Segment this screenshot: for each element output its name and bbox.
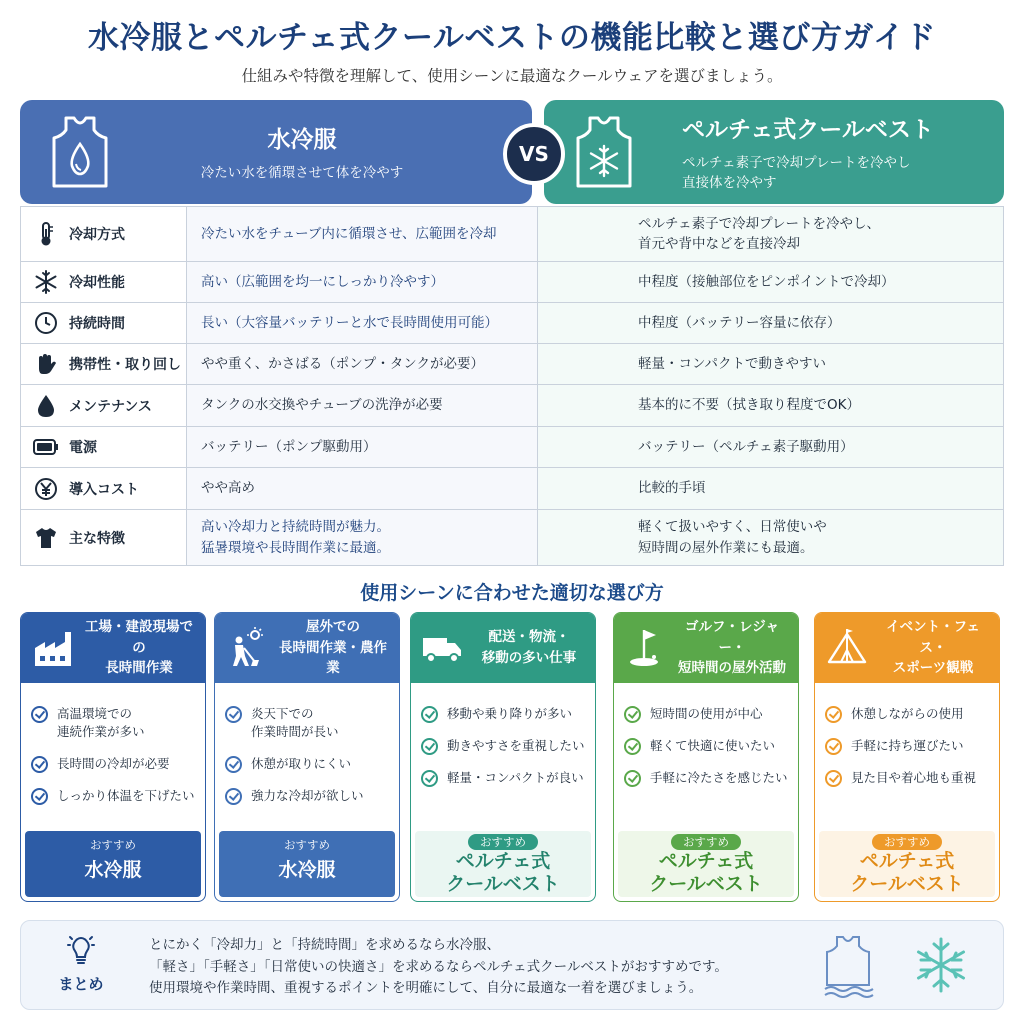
row-label: 携帯性・取り回し [69,357,181,373]
scene-card-factory [20,612,206,902]
check-icon [825,738,842,755]
recommend-value: ペルチェ式 [859,850,955,872]
list-item: 移動や乗り降りが多い [421,705,595,723]
check-icon [825,770,842,787]
vs-badge: VS [503,123,565,185]
list-item: しっかり体温を下げたい [31,787,205,805]
row-label: 導入コスト [69,481,139,498]
peltier-value: ペルチェ素子で冷却プレートを冷やし、 [638,215,881,232]
check-icon [31,788,48,805]
water-cooled-value: バッテリー（ポンプ駆動用） [201,438,377,455]
table-row [21,427,1003,468]
list-item: 炎天下での 作業時間が長い [225,705,399,741]
row-label: 冷却性能 [69,275,125,291]
recommend-label: おすすめ [468,834,538,850]
check-icon [225,788,242,805]
recommend-label: おすすめ [671,834,741,850]
water-cooled-title: 水冷服 [267,126,337,153]
recommend-label: おすすめ [872,834,942,850]
card-title-line2: 短時間の屋外活動 [678,660,786,677]
tent-icon [825,626,869,670]
peltier-value: バッテリー（ペルチェ素子駆動用） [638,438,854,455]
truck-icon [421,626,465,670]
peltier-title: ペルチェ式クールベスト [682,116,934,143]
card-title-line2: スポーツ観戦 [892,660,974,677]
peltier-header [544,100,1004,204]
scene-card-event [814,612,1000,902]
water-cooled-value: タンクの水交換やチューブの洗浄が必要 [201,397,443,414]
check-icon [31,756,48,773]
vest-water-drop-icon [48,114,112,190]
check-icon [225,706,242,723]
table-row [21,510,1003,565]
check-icon [421,770,438,787]
yen-icon [33,476,59,502]
factory-icon [31,626,75,670]
recommend-label: おすすめ [89,838,137,852]
list-item: 強力な冷却が欲しい [225,787,399,805]
card-title-line1: 工場・建設現場での [85,618,193,656]
peltier-value: 軽量・コンパクトで動きやすい [638,355,827,372]
recommend-label: おすすめ [283,838,331,852]
water-cooled-value: やや高め [201,480,255,497]
summary-line2: 「軽さ」「手軽さ」「日常使いの快適さ」を求めるならペルチェ式クールベストがおすすめです。 [149,958,728,975]
check-icon [421,738,438,755]
summary-line3: 使用環境や作業時間、重視するポイントを明確にして、自分に最適な一着を選びましょう。 [149,980,703,997]
water-cooled-desc: 冷たい水を循環させて体を冷やす [200,164,404,181]
list-item: 休憩が取りにくい [225,755,399,773]
recommendation-box [618,831,794,897]
water-cooled-value: 長い（大容量バッテリーと水で長時間使用可能） [201,314,498,331]
water-cooled-value: 高い（広範囲を均一にしっかり冷やす） [201,273,444,290]
list-item: 手軽に冷たさを感じたい [624,769,798,787]
recommend-value: 水冷服 [278,859,336,881]
scene-card-delivery [410,612,596,902]
check-icon [624,706,641,723]
recommend-value: ペルチェ式 [455,850,551,872]
recommendation-box [219,831,395,897]
check-icon [624,770,641,787]
recommend-value-line2: クールベスト [850,872,964,895]
vest-waves-snowflake-icon [823,933,983,999]
scene-card-golf [613,612,799,902]
check-icon [225,756,242,773]
snowflake-icon [33,269,59,295]
clock-icon [33,310,59,336]
peltier-value-line2: 首元や背中などを直接冷却 [638,236,800,252]
row-label: 持続時間 [69,316,125,332]
summary-label: まとめ [58,975,104,993]
water-drop-icon [33,393,59,419]
comparison-table [20,206,1004,566]
list-item: 動きやすさを重視したい [421,737,595,755]
list-item: 見た目や着心地も重視 [825,769,999,787]
shirt-icon [33,525,59,551]
row-label: 電源 [69,440,97,456]
summary-box [20,920,1004,1010]
recommend-value: 水冷服 [84,859,142,881]
water-cooled-value-line2: 猛暑環境や長時間作業に最適。 [201,539,390,556]
card-title-line2: 長時間作業・農作業 [279,639,387,677]
peltier-value: 中程度（接触部位をピンポイントで冷却） [638,273,895,290]
summary-line1: とにかく「冷却力」と「持続時間」を求めるなら水冷服、 [149,937,500,953]
table-row [21,303,1003,344]
scene-card-outdoor [214,612,400,902]
card-title-line2: 長時間作業 [105,660,173,677]
peltier-value: 基本的に不要（拭き取り程度でOK） [638,397,860,414]
check-icon [421,706,438,723]
scene-section-title: 使用シーンに合わせた適切な選び方 [360,582,664,604]
list-item: 軽くて快適に使いたい [624,737,798,755]
list-item: 軽量・コンパクトが良い [421,769,595,787]
check-icon [624,738,641,755]
outdoor-worker-icon [225,626,269,670]
card-title-line2: 移動の多い仕事 [481,650,577,666]
peltier-desc-line1: ペルチェ素子で冷却プレートを冷やし [682,154,911,171]
vest-snowflake-icon [572,114,636,190]
table-row [21,344,1003,385]
water-cooled-value: 高い冷却力と持続時間が魅力。 [201,519,390,536]
list-item: 休憩しながらの使用 [825,705,999,723]
table-row [21,468,1003,510]
recommendation-box [25,831,201,897]
list-item: 高温環境での 連続作業が多い [31,705,205,741]
thermometer-icon [33,221,59,247]
check-icon [825,706,842,723]
list-item: 長時間の冷却が必要 [31,755,205,773]
lightbulb-icon [66,935,96,967]
page-subtitle: 仕組みや特徴を理解して、使用シーンに最適なクールウェアを選びましょう。 [241,67,783,85]
hand-icon [33,351,59,377]
table-row [21,262,1003,303]
card-title-line1: ゴルフ・レジャー・ [685,618,779,656]
peltier-desc-line2: 直接体を冷やす [682,174,777,191]
row-label: 冷却方式 [69,227,125,243]
check-icon [31,706,48,723]
row-label: メンテナンス [69,398,152,415]
list-item: 手軽に持ち運びたい [825,737,999,755]
recommend-value-line2: クールベスト [649,872,763,895]
recommendation-box [415,831,591,897]
card-title-line1: イベント・フェス・ [886,618,980,656]
page-title: 水冷服とペルチェ式クールベストの機能比較と選び方ガイド [87,20,937,56]
row-label: 主な特徴 [69,530,125,547]
list-item: 短時間の使用が中心 [624,705,798,723]
battery-icon [33,434,59,460]
peltier-value: 中程度（バッテリー容量に依存） [638,314,841,331]
card-title-line1: 配送・物流・ [488,629,570,646]
table-row [21,207,1003,262]
peltier-value-line2: 短時間の屋外作業にも最適。 [638,539,814,556]
recommend-value-line2: クールベスト [446,872,560,895]
water-cooled-header [20,100,532,204]
table-row [21,385,1003,427]
water-cooled-value: 冷たい水をチューブ内に循環させ、広範囲を冷却 [201,225,497,242]
recommendation-box [819,831,995,897]
recommend-value: ペルチェ式 [658,850,754,872]
peltier-value: 軽くて扱いやすく、日常使いや [638,519,827,536]
golf-flag-icon [624,626,668,670]
peltier-value: 比較的手頃 [638,480,706,497]
card-title-line1: 屋外での [306,618,360,635]
water-cooled-value: やや重く、かさばる（ポンプ・タンクが必要） [201,355,484,372]
